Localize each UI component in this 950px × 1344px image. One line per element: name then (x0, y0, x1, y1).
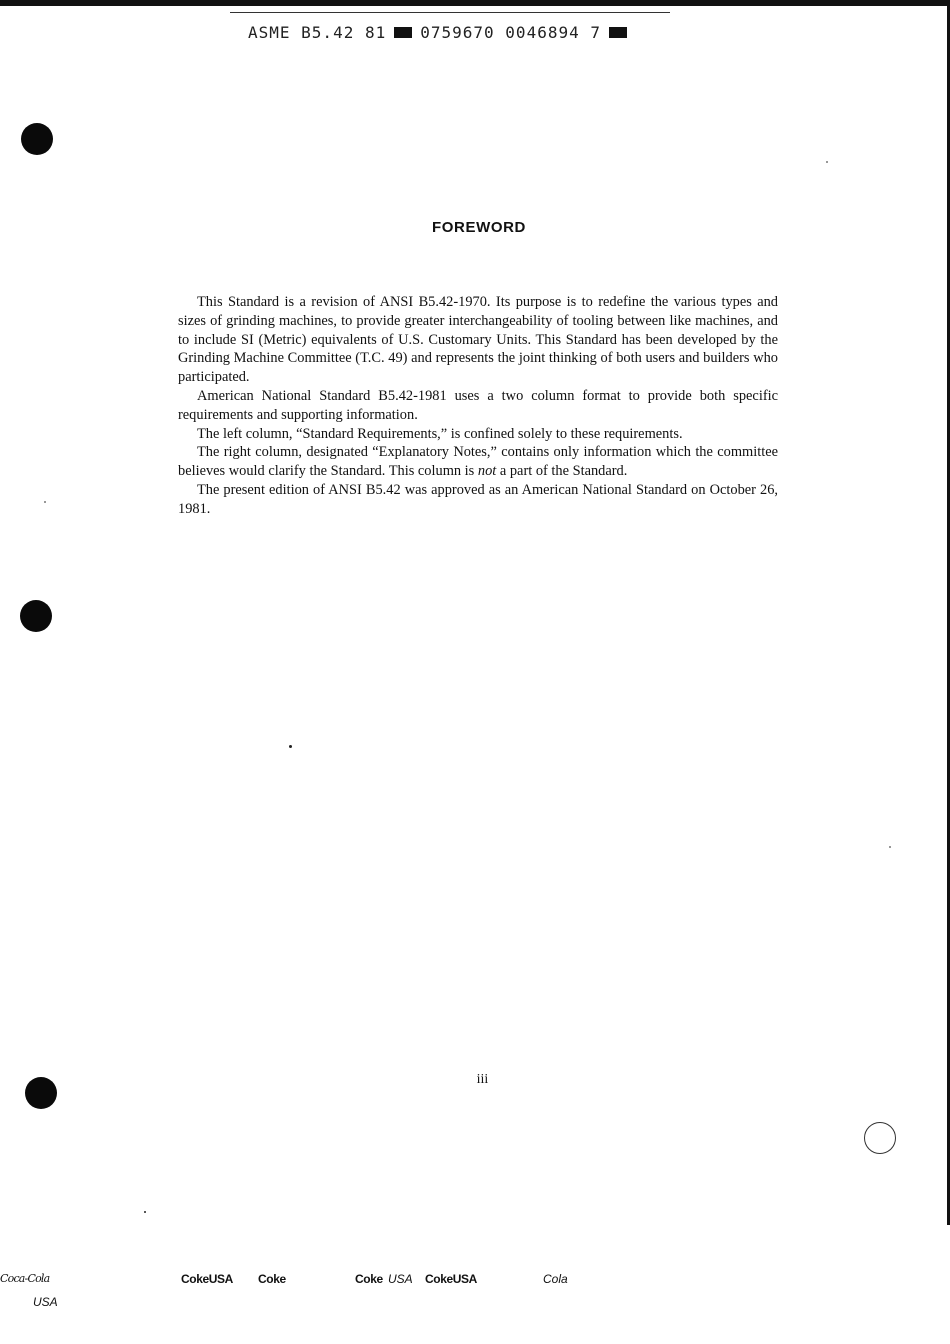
footer-mark: CokeUSA (181, 1272, 233, 1286)
scan-top-border (0, 0, 950, 6)
redaction-block-icon (609, 27, 627, 38)
emphasis-not: not (477, 463, 497, 480)
document-code-header (248, 20, 627, 44)
punch-hole-icon (20, 600, 52, 632)
document-code-number: 0759670 0046894 7 (420, 22, 601, 42)
paragraph-right-column: The right column, designated “Explanatory Notes,” contains only information which the committee believes would clarify the Standard. This column is not a part of the Standard. (178, 444, 778, 480)
footer-mark: CokeUSA (425, 1272, 477, 1286)
footer-usa-label: USA (33, 1295, 58, 1309)
scan-speck (144, 1211, 146, 1213)
footer-mark: Cola (543, 1272, 568, 1286)
circle-mark-icon (864, 1122, 896, 1154)
foreword-body (178, 293, 778, 519)
footer-mark: Coke (355, 1272, 383, 1286)
paragraph-approval: The present edition of ANSI B5.42 was approved as an American National Standard on October 26, 1981. (178, 481, 778, 517)
header-rule (230, 12, 670, 13)
page-number: iii (476, 1072, 489, 1087)
redaction-block-icon (394, 27, 412, 38)
paragraph-left-column: The left column, “Standard Requirements,” is confined solely to these requirements. (197, 425, 683, 442)
scan-speck (889, 846, 891, 848)
footer-mark: USA (388, 1272, 413, 1286)
page-title: FOREWORD (432, 219, 526, 236)
document-code-prefix: ASME B5.42 81 (248, 22, 387, 42)
paragraph-revision: This Standard is a revision of ANSI B5.42-1970. Its purpose is to redefine the various types and sizes of grinding machines, to provide greater interchangeability of tooling between like machines, and to include SI (Metric) equivalents of U.S. Customary Units. This Standard has been developed by the Grinding Machine Committee (T.C. 49) and represents the joint thinking of both users and builders who participated. (178, 294, 778, 386)
scan-speck (44, 501, 46, 503)
scan-speck (289, 745, 292, 748)
punch-hole-icon (21, 123, 53, 155)
footer-script-logo: Coca-Cola (0, 1272, 50, 1285)
paragraph-two-column-format: American National Standard B5.42-1981 uses a two column format to provide both specific requirements and supporting information. (178, 387, 778, 423)
footer-mark: Coke (258, 1272, 286, 1286)
scan-speck (826, 161, 828, 163)
